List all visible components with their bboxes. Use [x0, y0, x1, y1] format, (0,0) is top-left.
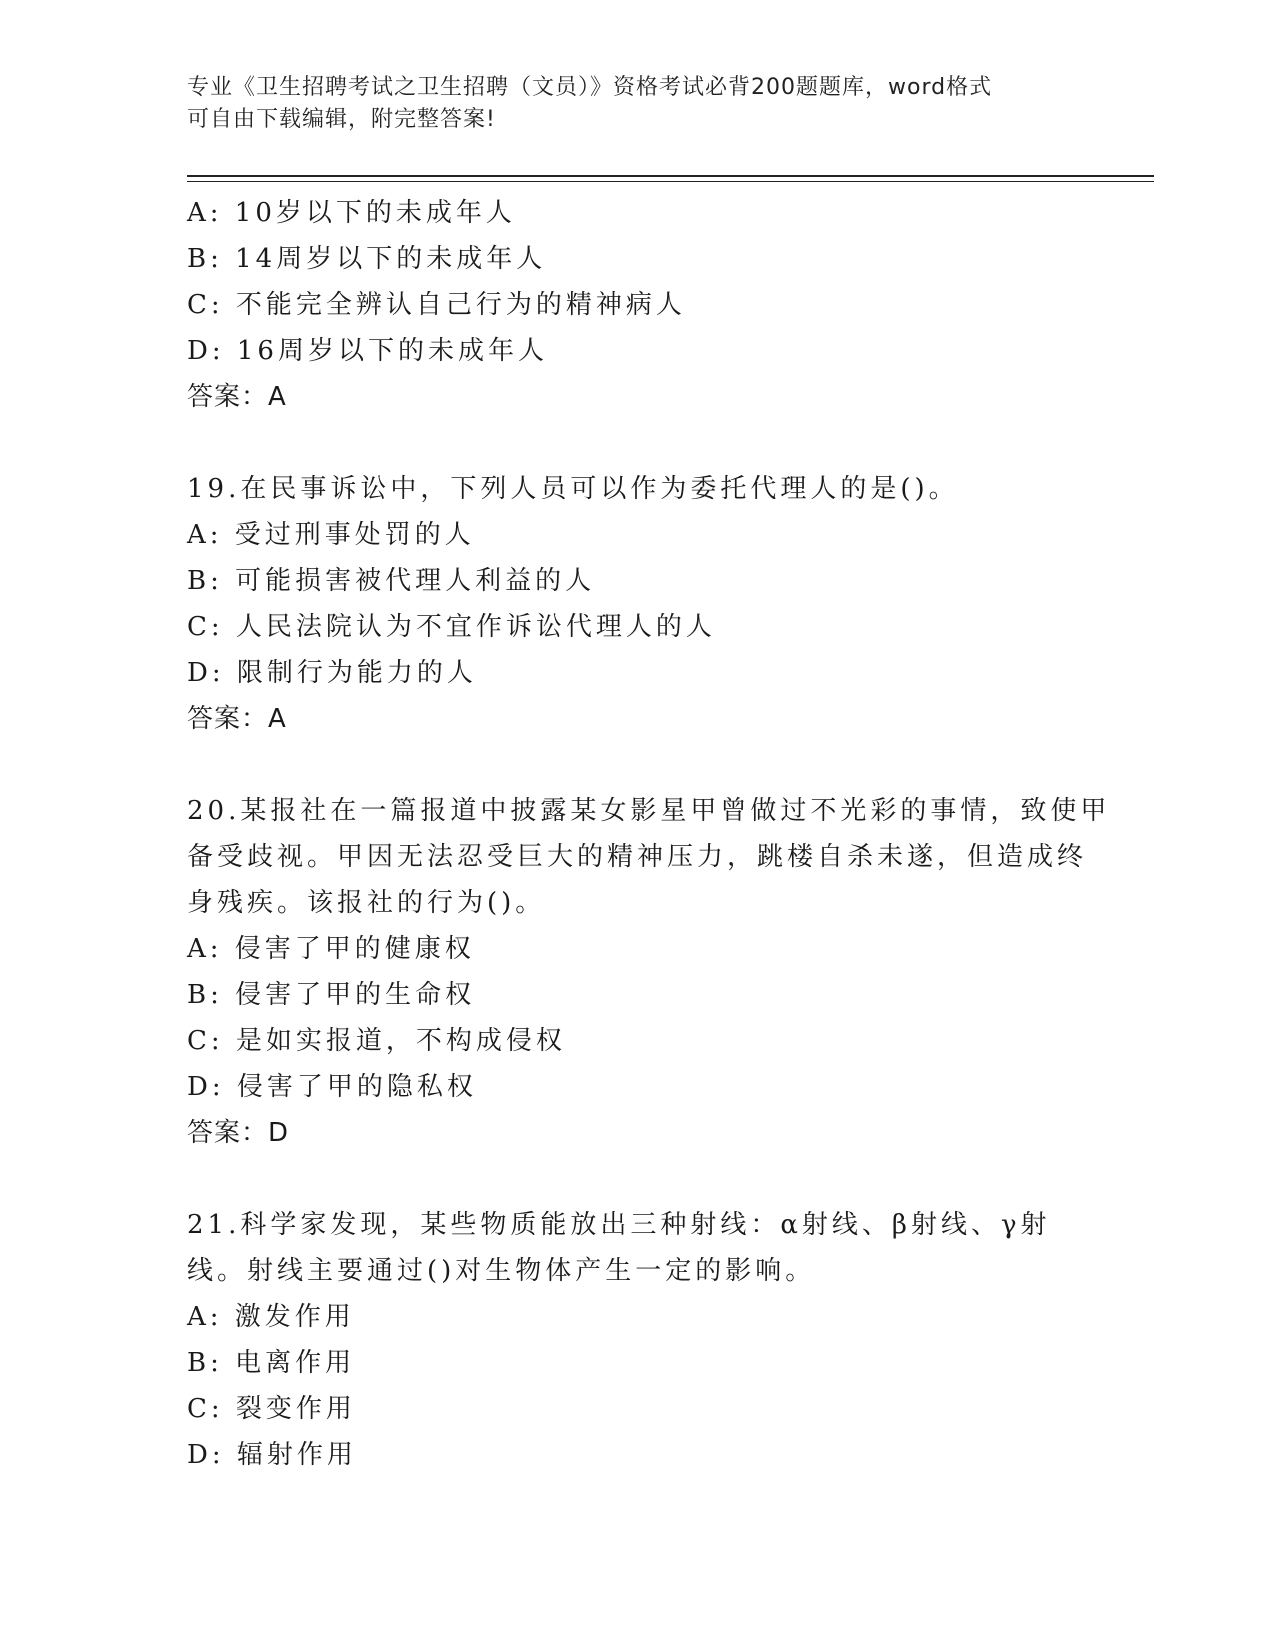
question-21-stem-line-2: 线。射线主要通过()对生物体产生一定的影响。	[187, 1256, 816, 1286]
question-18-option-b: B: 14周岁以下的未成年人	[187, 244, 547, 274]
question-21-option-a: A: 激发作用	[187, 1302, 355, 1332]
header-divider-thick	[187, 175, 1154, 177]
question-19-stem: 19.在民事诉讼中，下列人员可以作为委托代理人的是()。	[187, 474, 959, 504]
question-19-option-a: A: 受过刑事处罚的人	[187, 520, 475, 550]
question-19-option-d: D: 限制行为能力的人	[187, 658, 477, 688]
question-18-answer: 答案：A	[187, 382, 287, 412]
question-21-option-c: C: 裂变作用	[187, 1394, 356, 1424]
spacer	[187, 420, 1087, 466]
question-19-option-b: B: 可能损害被代理人利益的人	[187, 566, 596, 596]
question-18-option-c: C: 不能完全辨认自己行为的精神病人	[187, 290, 686, 320]
question-20-stem-line-2: 备受歧视。甲因无法忍受巨大的精神压力，跳楼自杀未遂，但造成终	[187, 842, 1088, 872]
question-19-answer: 答案：A	[187, 704, 287, 734]
question-19-option-c: C: 人民法院认为不宜作诉讼代理人的人	[187, 612, 716, 642]
page-header	[187, 72, 1087, 136]
question-20-stem-line-3: 身残疾。该报社的行为()。	[187, 888, 546, 918]
header-divider-thin	[187, 181, 1154, 182]
question-20-option-b: B: 侵害了甲的生命权	[187, 980, 476, 1010]
question-21-option-d: D: 辐射作用	[187, 1440, 357, 1470]
question-18	[187, 190, 1087, 420]
question-20	[187, 788, 1111, 1156]
question-20-answer: 答案：D	[187, 1118, 290, 1148]
question-21	[187, 1202, 1087, 1478]
spacer	[187, 1156, 1087, 1202]
question-content	[187, 190, 1111, 1478]
question-19	[187, 466, 1087, 742]
spacer	[187, 742, 1087, 788]
question-18-option-a: A: 10岁以下的未成年人	[187, 198, 516, 228]
header-title-line-1: 专业《卫生招聘考试之卫生招聘（文员）》资格考试必背200题题库，word格式	[187, 75, 993, 100]
header-title-line-2: 可自由下载编辑，附完整答案!	[187, 107, 496, 132]
question-20-stem-line-1: 20.某报社在一篇报道中披露某女影星甲曾做过不光彩的事情，致使甲	[187, 796, 1111, 826]
question-20-option-d: D: 侵害了甲的隐私权	[187, 1072, 477, 1102]
question-21-stem-line-1: 21.科学家发现，某些物质能放出三种射线：α射线、β射线、γ射	[187, 1210, 1051, 1240]
question-21-option-b: B: 电离作用	[187, 1348, 356, 1378]
question-20-option-c: C: 是如实报道，不构成侵权	[187, 1026, 566, 1056]
question-20-option-a: A: 侵害了甲的健康权	[187, 934, 475, 964]
question-18-option-d: D: 16周岁以下的未成年人	[187, 336, 548, 366]
